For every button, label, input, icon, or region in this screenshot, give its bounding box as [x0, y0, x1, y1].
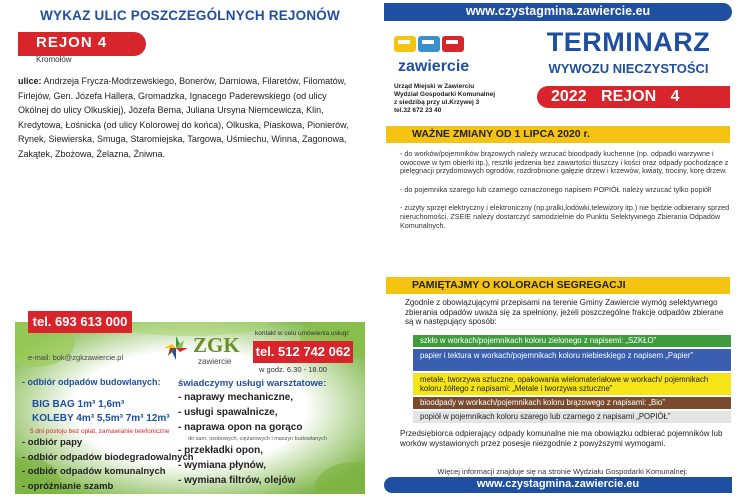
plastics-bar: metale, tworzywa sztuczne, opakowania wielomateriałowe w workach/ pojemnikach koloru żółtego z napisami: „Metale i tworzywa sztuczne”: [413, 373, 731, 395]
office-line: Urząd Miejski w Zawierciu: [394, 83, 475, 90]
year-rejon-badge: 2022 REJON 4: [537, 86, 730, 108]
zawiercie-logo-text: zawiercie: [398, 58, 470, 75]
list-item: - opróżnianie szamb: [22, 480, 114, 492]
changes-heading: WAŻNE ZMIANY OD 1 LIPCA 2020 r.: [386, 126, 730, 143]
ad-bigbag-sizes: BIG BAG 1m³ 1,6m³: [32, 399, 125, 410]
office-line: Wydział Gospodarki Komunalnej: [394, 91, 496, 98]
glass-bar: szkło w workach/pojemnikach koloru zielonego z napisemi: „SZKŁO”: [413, 335, 731, 347]
ad-koleby-sizes: KOLEBY 4m³ 5,5m³ 7m³ 12m³: [32, 413, 170, 424]
ad-contact-note: kontakt w celu umówienia usługi:: [255, 330, 350, 337]
ad-note: 5 dni postoju bez opłat, zamawianie telefoniczne: [30, 428, 170, 435]
zgk-logo-text: ZGK: [193, 333, 240, 357]
change-item: - zużyty sprzęt elektryczny i elektroniczny (np.pralki,lodówki,telewizory itp.) nie będzie odbierany sprzed nieruchomości. ZSEIE należy dostarczyć samodzielnie do Punktu Selektywnego Zbierania Odpadów Komunalnych.: [400, 203, 730, 230]
list-item: - wymiana filtrów, olejów: [178, 475, 296, 486]
ash-bar: popiół w pojemnikach koloru szarego lub czarnego z napisami „POPIÓŁ”: [413, 411, 731, 423]
ad-services-list-1: [22, 436, 194, 494]
rejon-badge: REJON 4: [18, 32, 146, 56]
segregation-footer: Przedsiębiorca odpierający odpady komunalne nie ma obowiązku odbierać pojemników lub worków wystawionych przez posesje niezgodnie z powyższymi wymogami.: [400, 429, 723, 448]
streets-prefix: ulice:: [18, 76, 42, 86]
change-item: - do pojemnika szarego lub czarnego oznaczonego napisem POPIÓŁ należy wrzucać tylko popiół!: [400, 184, 712, 194]
ad-construction-heading: - odbiór odpadów budowlanych:: [22, 377, 161, 387]
ad-email: e-mail: bok@zgkzawiercie.pl: [28, 353, 124, 362]
website-url-top[interactable]: www.czystagmina.zawiercie.eu: [384, 3, 732, 21]
zgk-logo-subtitle: zawiercie: [198, 357, 232, 366]
streets-list-title: WYKAZ ULIC POSZCZEGÓLNYCH REJONÓW: [40, 8, 340, 23]
ad-hours: w godz. 6.30 - 18.00: [259, 365, 327, 374]
segregation-intro: Zgodnie z obowiązującymi przepisami na terenie Gminy Zawiercie wymóg selektywnego zbierania odpadów uważa się za spełniony, jeżeli poszczególne frakcje odpadów zbierane są w następujący sposób:: [405, 298, 724, 327]
list-item: - wymiana płynów,: [178, 460, 266, 471]
office-line: z siedzibą przy ul.Krzywej 3: [394, 99, 480, 106]
list-item: - przekładki opon,: [178, 445, 264, 456]
list-item-note: do sam. osobowych, ciężarowych i maszyn budowlanych: [188, 436, 327, 442]
office-info: [394, 83, 534, 115]
list-item: - naprawa opon na gorąco: [178, 422, 303, 433]
ad-phone-2: tel. 512 742 062: [253, 341, 353, 363]
list-item: - odbiór odpadów komunalnych: [22, 466, 166, 477]
website-url-bottom[interactable]: www.czystagmina.zawiercie.eu: [384, 477, 732, 493]
bio-bar: bioodpady w workach/pojemnikach koloru brązowego z napisami: „Bio”: [413, 397, 731, 409]
more-info-text: Więcej informacji znajduje się na stronie Wydziału Gospodarki Komunalnej:: [437, 467, 688, 476]
list-item: - odbiór papy: [22, 437, 83, 448]
streets-text: Andrzeja Frycza-Modrzewskiego, Bonerów, Darniowa, Filaretów, Filomatów, Firlejów, Gen. Józefa Hallera, Gromadzka, Ignacego Paderewskiego (od ulicy Okólnej do ulicy Olkuskiej), Józefa Bema, Juliana Ursyna Niemcewicza, Klin, Kredytowa, Łośnicka (od ulicy Kolorowej do końca), Olkuska, Piaskowa, Pionierów, Rynek, Siewierska, Smuga, Staromiejska, Targowa, Uśmiechu, Winna, Zagonowa, Zakątek, Zbożowa, Żelazna, Żniwna.: [18, 76, 349, 159]
ad-workshop-heading: świadczymy usługi warsztatowe:: [178, 378, 327, 389]
ad-services-list-2: [178, 390, 327, 488]
list-item: - usługi spawalnicze,: [178, 407, 278, 418]
list-item: - naprawy mechaniczne,: [178, 392, 294, 403]
segregation-heading: PAMIĘTAJMY O KOLORACH SEGREGACJI: [386, 277, 730, 294]
streets-list: [18, 74, 358, 162]
rejon-subtitle: Kromołów: [36, 55, 72, 64]
main-subtitle: WYWOZU NIECZYSTOŚCI: [548, 61, 709, 76]
paper-bar: papier i tektura w workach/pojemnikach koloru niebieskiego z napisem „Papier”: [413, 349, 731, 371]
change-item: - do worków/pojemników brązowych należy wrzucać bioodpady kuchenne (np. odpadki warzywne i owocowe w tym obierki itp.), resztki jedzenia bez zawartości tłuszczy i kości oraz odpady pochodzące z pielęgnacji przydomowych ogrodów, rozdrobnione gałęzie drzew i krzewów, kwiaty, trociny, korę drzew.: [400, 149, 729, 176]
list-item: - odbiór odpadów biodegradowalnych: [22, 451, 194, 463]
ad-phone-1: tel. 693 613 000: [28, 311, 132, 333]
main-title: TERMINARZ: [546, 27, 711, 57]
changes-text: [400, 150, 730, 240]
office-line: tel.32 672 23 40: [394, 107, 442, 114]
